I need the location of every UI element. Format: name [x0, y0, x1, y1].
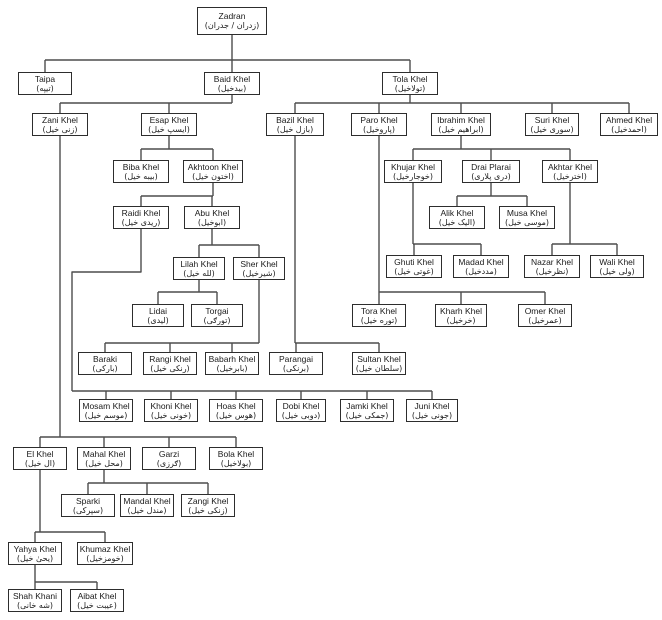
edge-lilah-khel	[158, 280, 217, 304]
node-name-native: (مندل خيل)	[127, 505, 167, 515]
tree-node-suri-khel	[525, 113, 579, 136]
node-name-native: (جمکی خيل)	[345, 410, 389, 420]
node-name-native: (تورګی)	[203, 315, 231, 325]
tree-node-el-khel	[13, 447, 67, 470]
node-name-en: Garzi	[158, 448, 180, 459]
tree-node-ibrahim-khel	[431, 113, 491, 136]
node-name-native: (بارکی)	[92, 363, 118, 373]
node-name-en: Khujar Khel	[391, 161, 435, 172]
tree-node-kharh-khel	[435, 304, 487, 327]
tree-node-dobi-khel	[276, 399, 326, 422]
node-name-native: (بازل خيل)	[276, 124, 314, 134]
node-name-en: Alik Khel	[440, 207, 474, 218]
node-name-en: Ahmed Khel	[605, 114, 653, 125]
node-name-native: (هوس خيل)	[215, 410, 257, 420]
node-name-en: Akhtar Khel	[548, 161, 592, 172]
node-name-native: (ريدی خيل)	[121, 217, 161, 227]
tree-node-sultan-khel	[352, 352, 406, 375]
node-name-native: (لله خيل)	[183, 268, 215, 278]
node-name-en: Taipa	[34, 73, 56, 84]
node-name-native: (عيبت خيل)	[77, 600, 117, 610]
node-name-native: (ايسپ خيل)	[148, 124, 190, 134]
node-name-en: Jamki Khel	[346, 400, 388, 411]
node-name-en: Khumaz Khel	[79, 543, 131, 554]
tree-node-garzi	[142, 447, 196, 470]
node-name-en: Lilah Khel	[180, 258, 218, 269]
tree-node-biba-khel	[113, 160, 169, 183]
node-name-native: (ولی خيل)	[599, 266, 635, 276]
tree-node-taipa	[18, 72, 72, 95]
tree-node-sparki	[61, 494, 115, 517]
node-name-en: Bazil Khel	[276, 114, 314, 125]
node-name-native: (خومزخيل)	[86, 553, 124, 563]
tree-node-paro-khel	[351, 113, 407, 136]
tree-node-zani-khel	[32, 113, 88, 136]
edge-ibrahim-khel	[413, 136, 570, 160]
edge-esap-khel	[141, 136, 213, 160]
tree-node-bazil-khel	[266, 113, 324, 136]
tree-node-raidi-khel	[113, 206, 169, 229]
node-name-native: (پاروخيل)	[362, 124, 396, 134]
tree-node-shah-khani	[8, 589, 62, 612]
tree-node-aibat-khel	[70, 589, 124, 612]
node-name-native: (دری پلاری)	[471, 171, 511, 181]
tree-node-mosam-khel	[79, 399, 133, 422]
node-name-native: (زنی خيل)	[42, 124, 78, 134]
node-name-en: Mosam Khel	[82, 400, 130, 411]
node-name-native: (دوبی خيل)	[281, 410, 321, 420]
node-name-native: (نظرخيل)	[535, 266, 569, 276]
node-name-en: Yahya Khel	[13, 543, 57, 554]
node-name-en: Ghuti Khel	[394, 256, 434, 267]
node-name-en: Nazar Khel	[530, 256, 574, 267]
node-name-en: Aibat Khel	[77, 590, 117, 601]
tree-node-akhtoon-khel	[183, 160, 243, 183]
tree-node-akhtar-khel	[542, 160, 598, 183]
tree-node-mahal-khel	[77, 447, 131, 470]
node-name-en: Lidai	[149, 305, 167, 316]
tree-node-khumaz-khel	[77, 542, 133, 565]
node-name-en: Rangi Khel	[149, 353, 191, 364]
tree-node-khujar-khel	[384, 160, 442, 183]
node-name-native: (موسم خيل)	[84, 410, 128, 420]
node-name-native: (سپرکی)	[72, 505, 104, 515]
node-name-native: (زنکی خيل)	[188, 505, 228, 515]
node-name-native: (بابرخيل)	[216, 363, 248, 373]
tree-node-mandal-khel	[120, 494, 174, 517]
tree-node-zadran	[197, 7, 267, 35]
tree-node-bola-khel	[209, 447, 263, 470]
edge-drai-plarai	[457, 183, 527, 206]
node-name-native: (ال خيل)	[24, 458, 56, 468]
tree-node-abu-khel	[184, 206, 240, 229]
node-name-en: Shah Khani	[13, 590, 57, 601]
node-name-en: Hoas Khel	[216, 400, 256, 411]
node-name-en: Drai Plarai	[471, 161, 511, 172]
node-name-en: Tola Khel	[392, 73, 428, 84]
tree-node-ahmed-khel	[600, 113, 658, 136]
node-name-en: Sher Khel	[240, 258, 278, 269]
node-name-en: Sultan Khel	[357, 353, 401, 364]
node-name-en: Bola Khel	[217, 448, 255, 459]
node-name-native: (خرخيل)	[446, 315, 476, 325]
node-name-native: (يحیٰ خيل)	[16, 553, 54, 563]
node-name-native: (اختون خيل)	[192, 171, 234, 181]
tree-node-khoni-khel	[144, 399, 198, 422]
node-name-native: (شه خانی)	[16, 600, 54, 610]
tree-node-omer-khel	[518, 304, 572, 327]
tree-node-madad-khel	[453, 255, 509, 278]
node-name-en: Biba Khel	[122, 161, 160, 172]
node-name-en: Abu Khel	[194, 207, 230, 218]
tree-node-tola-khel	[382, 72, 438, 95]
tree-node-hoas-khel	[209, 399, 263, 422]
node-name-en: Khoni Khel	[150, 400, 192, 411]
tree-node-nazar-khel	[524, 255, 580, 278]
node-name-native: (شيرخيل)	[242, 268, 276, 278]
node-name-en: Baraki	[92, 353, 118, 364]
edge-tola-khel	[295, 95, 629, 113]
tree-node-lilah-khel	[173, 257, 225, 280]
node-name-en: Wali Khel	[599, 256, 635, 267]
node-name-en: Suri Khel	[534, 114, 570, 125]
tree-node-baid-khel	[204, 72, 260, 95]
node-name-en: Zani Khel	[42, 114, 78, 125]
node-name-native: (مددخيل)	[465, 266, 497, 276]
node-name-native: (توره خيل)	[360, 315, 398, 325]
tree-node-alik-khel	[429, 206, 485, 229]
tree-node-zangi-khel	[181, 494, 235, 517]
node-name-en: Zadran	[218, 11, 246, 22]
node-name-native: (موسی خيل)	[505, 217, 549, 227]
node-name-native: (محل خيل)	[85, 458, 123, 468]
tree-node-torgai	[191, 304, 243, 327]
edge-akhtar-khel	[552, 183, 617, 255]
tree-node-juni-khel	[406, 399, 458, 422]
node-name-en: Kharh Khel	[439, 305, 483, 316]
tree-node-tora-khel	[352, 304, 406, 327]
edge-zadran	[45, 35, 410, 72]
node-name-en: Mahal Khel	[82, 448, 126, 459]
edge-akhtoon-khel	[141, 183, 213, 206]
node-name-en: Baid Khel	[213, 73, 251, 84]
node-name-en: Dobi Khel	[282, 400, 320, 411]
node-name-native: (بيبه خيل)	[124, 171, 158, 181]
node-name-en: Madad Khel	[458, 256, 504, 267]
node-name-native: (عمرخيل)	[528, 315, 562, 325]
tree-node-lidai	[132, 304, 184, 327]
tree-node-babarh-khel	[205, 352, 259, 375]
node-name-native: (بولاخيل)	[220, 458, 252, 468]
node-name-native: (ابراهيم خيل)	[438, 124, 484, 134]
node-name-native: (زدران / جدران)	[204, 21, 260, 31]
node-name-en: Tora Khel	[361, 305, 397, 316]
node-name-native: (ګرزی)	[156, 458, 182, 468]
node-name-native: (تولاخيل)	[394, 83, 426, 93]
node-name-native: (سوری خيل)	[530, 124, 574, 134]
edge-mahal-khel	[88, 470, 208, 494]
node-name-native: (بيدخيل)	[217, 83, 247, 93]
tree-node-esap-khel	[141, 113, 197, 136]
node-name-native: (جونی خيل)	[411, 410, 453, 420]
node-name-en: Sparki	[75, 495, 101, 506]
tree-node-jamki-khel	[340, 399, 394, 422]
node-name-en: Ibrahim Khel	[437, 114, 485, 125]
node-name-en: Babarh Khel	[208, 353, 256, 364]
tree-node-sher-khel	[233, 257, 285, 280]
node-name-en: Paro Khel	[360, 114, 398, 125]
node-name-native: (رنکی خيل)	[150, 363, 190, 373]
node-name-en: Esap Khel	[149, 114, 189, 125]
tree-node-parangai	[269, 352, 323, 375]
edge-yahya-khel	[35, 565, 97, 589]
tree-node-ghuti-khel	[386, 255, 442, 278]
node-name-native: (ليدی)	[147, 315, 169, 325]
tree-node-yahya-khel	[8, 542, 62, 565]
edge-abu-khel	[199, 229, 259, 257]
edge-baid-khel	[60, 95, 232, 113]
node-name-en: Musa Khel	[506, 207, 548, 218]
node-name-native: (اليک خيل)	[438, 217, 476, 227]
node-name-native: (ابوخيل)	[197, 217, 227, 227]
node-name-native: (برنکی)	[282, 363, 310, 373]
node-name-en: Torgai	[205, 305, 229, 316]
node-name-native: (اخترخيل)	[553, 171, 587, 181]
tree-node-drai-plarai	[462, 160, 520, 183]
node-name-en: Parangai	[278, 353, 314, 364]
tree-node-wali-khel	[590, 255, 644, 278]
node-name-en: Mandal Khel	[123, 495, 171, 506]
node-name-native: (غوتی خيل)	[394, 266, 434, 276]
node-name-native: (تيپه)	[36, 83, 54, 93]
node-name-en: Zangi Khel	[187, 495, 229, 506]
node-name-native: (سلطان خيل)	[355, 363, 403, 373]
node-name-native: (خونی خيل)	[150, 410, 192, 420]
node-name-native: (احمدخيل)	[611, 124, 647, 134]
node-name-en: Omer Khel	[524, 305, 566, 316]
node-name-en: Juni Khel	[414, 400, 450, 411]
node-name-native: (خوجارخيل)	[393, 171, 433, 181]
node-name-en: Akhtoon Khel	[187, 161, 239, 172]
node-name-en: Raidi Khel	[121, 207, 161, 218]
tree-node-musa-khel	[499, 206, 555, 229]
node-name-en: El Khel	[26, 448, 54, 459]
tree-node-rangi-khel	[143, 352, 197, 375]
tree-node-baraki	[78, 352, 132, 375]
